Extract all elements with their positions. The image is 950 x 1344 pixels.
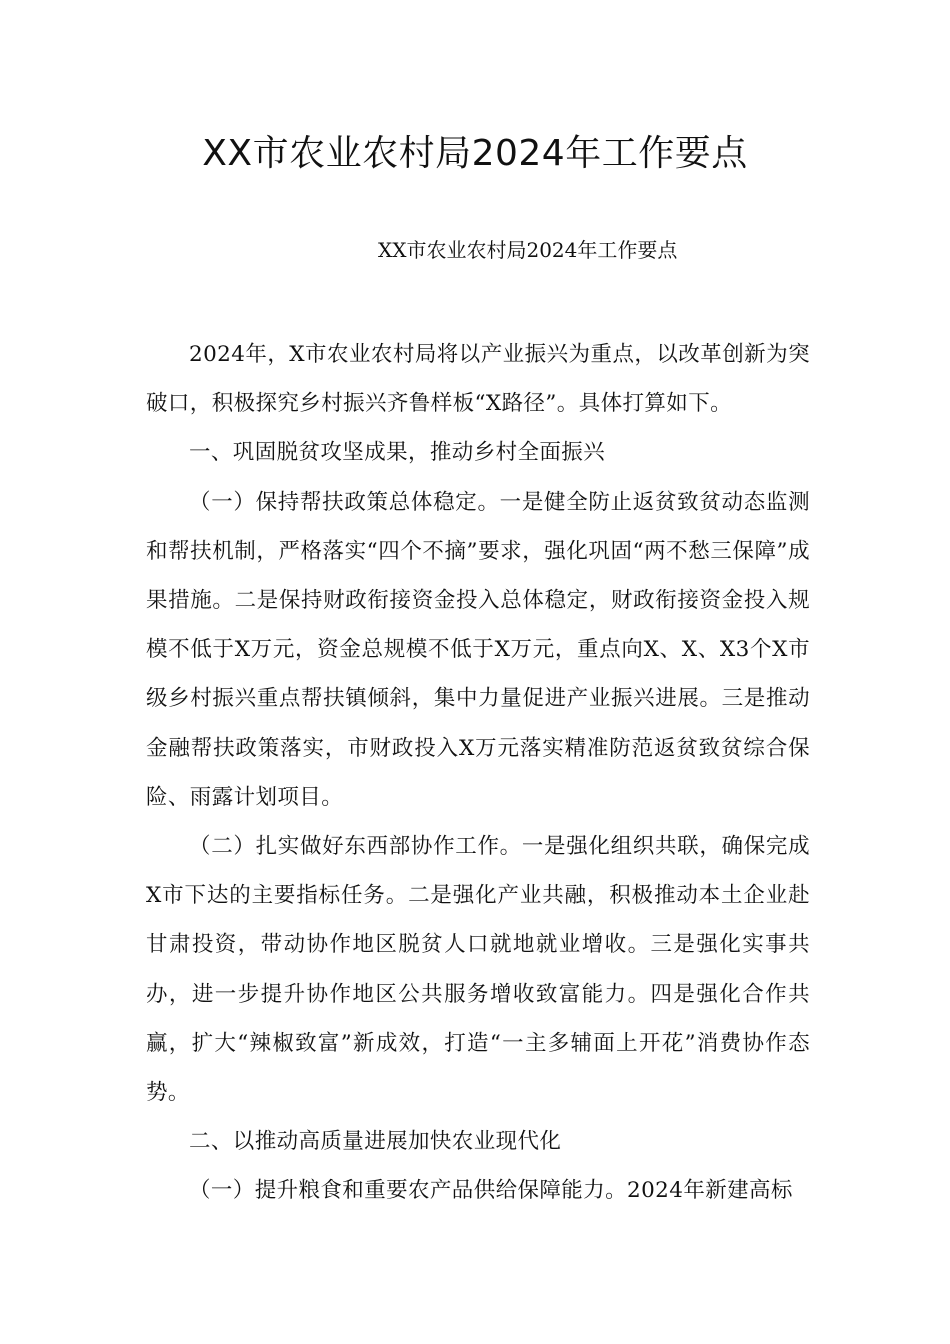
section-heading-1: 一、巩固脱贫攻坚成果，推动乡村全面振兴: [189, 440, 606, 466]
document-body: [146, 330, 810, 1216]
intro-paragraph: 2024年，X市农业农村局将以产业振兴为重点，以改革创新为突破口，积极探究乡村振兴齐鲁样板“X路径”。具体打算如下。: [146, 342, 810, 417]
body-paragraph-1-2: （二）扎实做好东西部协作工作。一是强化组织共联，确保完成X市下达的主要指标任务。二是强化产业共融，积极推动本土企业赴甘肃投资，带动协作地区脱贫人口就地就业增收。三是强化实事共办，进一步提升协作地区公共服务增收致富能力。四是强化合作共赢，扩大“辣椒致富”新成效，打造“一主多辅面上开花”消费协作态势。: [146, 834, 810, 1106]
document-title: XX市农业农村局2024年工作要点: [202, 133, 748, 174]
document-subtitle: XX市农业农村局2024年工作要点: [378, 238, 678, 262]
section-heading-2: 二、以推动高质量进展加快农业现代化: [189, 1129, 562, 1155]
body-paragraph-2-1: （一）提升粮食和重要农产品供给保障能力。2024年新建高标: [189, 1178, 793, 1204]
body-paragraph-1-1: （一）保持帮扶政策总体稳定。一是健全防止返贫致贫动态监测和帮扶机制，严格落实“四个不摘”要求，强化巩固“两不愁三保障”成果措施。二是保持财政衔接资金投入总体稳定，财政衔接资金投入规模不低于X万元，资金总规模不低于X万元，重点向X、X、X3个X市级乡村振兴重点帮扶镇倾斜，集中力量促进产业振兴进展。三是推动金融帮扶政策落实，市财政投入X万元落实精准防范返贫致贫综合保险、雨露计划项目。: [146, 489, 810, 810]
